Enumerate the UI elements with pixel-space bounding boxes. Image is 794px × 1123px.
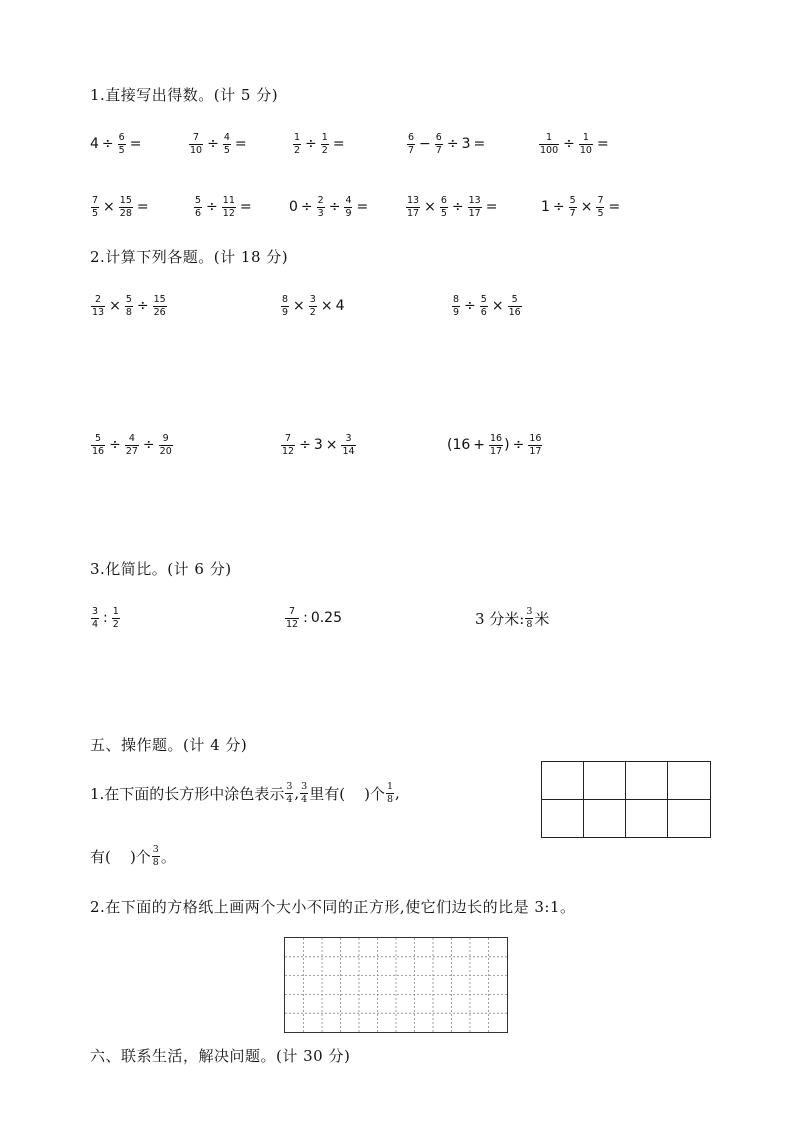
operand: 0.25: [310, 610, 342, 626]
numerator: 5: [95, 433, 102, 444]
denominator: 5: [597, 207, 604, 219]
numerator: 8: [453, 294, 460, 305]
operator: ÷: [552, 199, 565, 215]
denominator: 6: [480, 306, 487, 318]
fraction: [452, 295, 460, 317]
fraction: [194, 196, 202, 218]
answer-blank[interactable]: [111, 847, 130, 865]
denominator: 4: [301, 793, 308, 805]
s1-r1-expr-2: [188, 133, 250, 155]
section-2-heading: 2.计算下列各题。(计 18 分): [90, 248, 289, 266]
fraction: [222, 196, 236, 218]
operand: 1: [541, 199, 550, 215]
denominator: 3: [317, 207, 324, 219]
fraction: [152, 845, 160, 867]
fraction: [293, 133, 301, 155]
equals-sign: =: [332, 136, 345, 152]
numerator: 5: [480, 294, 487, 305]
fraction: [525, 607, 533, 629]
section-3-heading: 3.化简比。(计 6 分): [90, 560, 232, 578]
s3-expr-3: [475, 607, 549, 629]
fraction: [189, 133, 203, 155]
numerator: 7: [193, 132, 200, 143]
numerator: 1: [582, 132, 589, 143]
denominator: 17: [407, 207, 420, 219]
numerator: 7: [285, 433, 292, 444]
rect-cell[interactable]: [668, 800, 710, 837]
s1-r1-expr-1: [90, 133, 144, 155]
s1-r2-expr-3: [289, 196, 371, 218]
numerator: 1: [387, 781, 394, 792]
ratio-left: 3 分米:: [475, 609, 525, 628]
numerator: 13: [407, 195, 420, 206]
fraction: [596, 196, 604, 218]
numerator: 2: [95, 294, 102, 305]
s2-r1-expr-1: [90, 295, 168, 317]
q1-line2-text-2: )个: [129, 847, 151, 866]
numerator: 3: [301, 781, 308, 792]
denominator: 8: [152, 856, 159, 868]
shading-rectangle[interactable]: [541, 761, 711, 838]
fraction: [480, 295, 488, 317]
fraction: [153, 295, 167, 317]
grid-paper[interactable]: [284, 937, 508, 1033]
q1-line2-text-3: 。: [160, 847, 176, 866]
fraction: [406, 196, 420, 218]
s1-r1-expr-3: [292, 133, 348, 155]
denominator: 2: [112, 618, 119, 630]
denominator: 12: [286, 618, 299, 630]
fraction: [435, 133, 443, 155]
fraction: [112, 607, 120, 629]
denominator: 17: [468, 207, 481, 219]
equals-sign: =: [129, 136, 142, 152]
fraction: [285, 782, 293, 804]
fraction: [508, 295, 522, 317]
denominator: 7: [569, 207, 576, 219]
fraction: [125, 434, 139, 456]
fraction: [159, 434, 173, 456]
denominator: 9: [453, 306, 460, 318]
colon: :: [103, 610, 108, 626]
fraction: [539, 133, 559, 155]
fraction: [91, 607, 99, 629]
numerator: 5: [569, 195, 576, 206]
q1-text-3: )个: [364, 784, 385, 803]
fraction: [285, 607, 299, 629]
denominator: 20: [159, 445, 172, 457]
fraction: [569, 196, 577, 218]
denominator: 2: [309, 306, 316, 318]
s1-r2-expr-1: [90, 196, 152, 218]
equals-sign: =: [136, 199, 149, 215]
operand: 0: [289, 199, 298, 215]
denominator: 9: [282, 306, 289, 318]
s1-r2-expr-4: [405, 196, 500, 218]
denominator: 17: [490, 445, 503, 457]
fraction: [341, 434, 355, 456]
rect-cell[interactable]: [626, 762, 668, 800]
numerator: 6: [435, 132, 442, 143]
operator: −: [419, 136, 431, 152]
denominator: 16: [508, 306, 521, 318]
numerator: 3: [345, 433, 352, 444]
numerator: 1: [294, 132, 301, 143]
denominator: 9: [345, 207, 352, 219]
numerator: 7: [597, 195, 604, 206]
denominator: 4: [286, 793, 293, 805]
fraction: [468, 196, 482, 218]
operator: ×: [293, 298, 305, 314]
operator: ×: [103, 199, 115, 215]
fraction: [440, 196, 448, 218]
equals-sign: =: [608, 199, 621, 215]
operator: ÷: [300, 199, 313, 215]
operand: 4: [90, 136, 99, 152]
fraction: [300, 782, 308, 804]
denominator: 8: [387, 793, 394, 805]
left-paren-operand: (16: [447, 437, 471, 453]
numerator: 3: [152, 844, 159, 855]
operator: ÷: [512, 437, 525, 453]
rect-cell[interactable]: [584, 800, 626, 837]
denominator: 12: [222, 207, 235, 219]
s1-r2-expr-5: [541, 196, 623, 218]
s5-q1-line2: [90, 845, 176, 867]
section-6-heading: 六、联系生活，解决问题。(计 30 分): [90, 1047, 351, 1065]
denominator: 2: [294, 144, 301, 156]
fraction: [281, 434, 295, 456]
operator: ÷: [299, 437, 311, 453]
equals-sign: =: [234, 136, 247, 152]
numerator: 7: [92, 195, 99, 206]
operator: ÷: [305, 136, 317, 152]
grid-paper-lines: [285, 938, 507, 1032]
numerator: 1: [546, 132, 553, 143]
fraction: [223, 133, 231, 155]
equals-sign: =: [485, 199, 498, 215]
s2-r1-expr-2: [280, 295, 344, 317]
s2-r1-expr-3: [451, 295, 523, 317]
section-1-heading: 1.直接写出得数。(计 5 分): [90, 86, 279, 104]
numerator: 3: [286, 781, 293, 792]
section-5-heading: 五、操作题。(计 4 分): [90, 736, 248, 754]
denominator: 16: [92, 445, 105, 457]
fraction: [407, 133, 415, 155]
rect-cell[interactable]: [542, 800, 584, 837]
s1-r1-expr-5: [538, 133, 612, 155]
operator: ÷: [142, 437, 155, 453]
denominator: 8: [526, 618, 533, 630]
s1-r1-expr-4: [406, 133, 488, 155]
rect-cell[interactable]: [626, 800, 668, 837]
q1-text-4: ,: [395, 784, 400, 802]
denominator: 2: [321, 144, 328, 156]
fraction: [579, 133, 593, 155]
numerator: 6: [118, 132, 125, 143]
denominator: 5: [92, 207, 99, 219]
numerator: 1: [112, 606, 119, 617]
equals-sign: =: [239, 199, 252, 215]
numerator: 4: [223, 132, 230, 143]
s5-q2-text: 2.在下面的方格纸上画两个大小不同的正方形,使它们边长的比是 3:1。: [90, 898, 576, 916]
operator: ×: [424, 199, 436, 215]
numerator: 5: [511, 294, 518, 305]
denominator: 6: [195, 207, 202, 219]
numerator: 11: [222, 195, 235, 206]
numerator: 3: [526, 606, 533, 617]
fraction: [281, 295, 289, 317]
s2-r2-expr-1: [90, 434, 174, 456]
s2-r2-expr-2: [280, 434, 357, 456]
numerator: 7: [289, 606, 296, 617]
operator: ×: [320, 298, 333, 314]
q1-separator: ,: [294, 784, 300, 802]
fraction: [317, 196, 325, 218]
denominator: 5: [118, 144, 125, 156]
numerator: 16: [529, 433, 542, 444]
numerator: 15: [119, 195, 132, 206]
operator: ÷: [446, 136, 459, 152]
denominator: 27: [125, 445, 138, 457]
denominator: 14: [342, 445, 355, 457]
s5-q1-line1: [90, 782, 400, 804]
denominator: 4: [92, 618, 99, 630]
fraction: [91, 434, 105, 456]
operator: ÷: [451, 199, 464, 215]
fraction: [309, 295, 317, 317]
s3-expr-2: [284, 607, 342, 629]
numerator: 4: [128, 433, 135, 444]
operator: ×: [491, 298, 504, 314]
operand: 3: [461, 136, 471, 152]
operator: ×: [580, 199, 593, 215]
numerator: 2: [317, 195, 324, 206]
colon: :: [303, 610, 308, 626]
operator: ÷: [109, 437, 121, 453]
fraction: [528, 434, 542, 456]
operator: ÷: [328, 199, 341, 215]
s1-r2-expr-2: [193, 196, 255, 218]
numerator: 16: [490, 433, 503, 444]
numerator: 15: [153, 294, 166, 305]
fraction: [489, 434, 503, 456]
q1-text-2: 里有(: [309, 784, 346, 803]
fraction: [118, 133, 126, 155]
operand: 3: [313, 437, 323, 453]
operator: ÷: [206, 199, 218, 215]
answer-blank[interactable]: [345, 784, 364, 802]
numerator: 3: [92, 606, 99, 617]
equals-sign: =: [356, 199, 369, 215]
numerator: 13: [468, 195, 481, 206]
numerator: 9: [162, 433, 169, 444]
s3-expr-1: [90, 607, 121, 629]
numerator: 5: [125, 294, 132, 305]
operator: ×: [325, 437, 338, 453]
operator: ÷: [136, 298, 149, 314]
numerator: 1: [321, 132, 328, 143]
s2-r2-expr-3: [447, 434, 543, 456]
operator: ÷: [464, 298, 476, 314]
fraction: [344, 196, 352, 218]
denominator: 17: [529, 445, 542, 457]
fraction: [386, 782, 394, 804]
operator: ÷: [101, 136, 114, 152]
denominator: 5: [223, 144, 230, 156]
denominator: 10: [579, 144, 592, 156]
denominator: 7: [435, 144, 442, 156]
fraction: [91, 295, 105, 317]
rect-cell[interactable]: [668, 762, 710, 800]
right-paren: ): [504, 437, 510, 453]
unit: 米: [534, 609, 550, 628]
numerator: 6: [440, 195, 447, 206]
rect-cell[interactable]: [584, 762, 626, 800]
operator: ÷: [207, 136, 219, 152]
q1-line2-text-1: 有(: [90, 847, 111, 866]
operand: 4: [335, 298, 345, 314]
operator: ×: [109, 298, 121, 314]
denominator: 8: [125, 306, 132, 318]
q1-text-1: 1.在下面的长方形中涂色表示: [90, 784, 285, 803]
rect-cell[interactable]: [542, 762, 584, 800]
denominator: 7: [408, 144, 415, 156]
numerator: 6: [408, 132, 415, 143]
denominator: 10: [190, 144, 203, 156]
fraction: [119, 196, 133, 218]
denominator: 26: [153, 306, 166, 318]
numerator: 4: [345, 195, 352, 206]
fraction: [321, 133, 329, 155]
denominator: 28: [119, 207, 132, 219]
fraction: [91, 196, 99, 218]
denominator: 13: [92, 306, 105, 318]
operator: +: [473, 437, 486, 453]
denominator: 5: [440, 207, 447, 219]
equals-sign: =: [596, 136, 609, 152]
equals-sign: =: [473, 136, 486, 152]
operator: ÷: [563, 136, 575, 152]
denominator: 12: [282, 445, 295, 457]
denominator: 100: [540, 144, 559, 156]
numerator: 3: [309, 294, 316, 305]
numerator: 5: [195, 195, 202, 206]
fraction: [125, 295, 133, 317]
numerator: 8: [282, 294, 289, 305]
